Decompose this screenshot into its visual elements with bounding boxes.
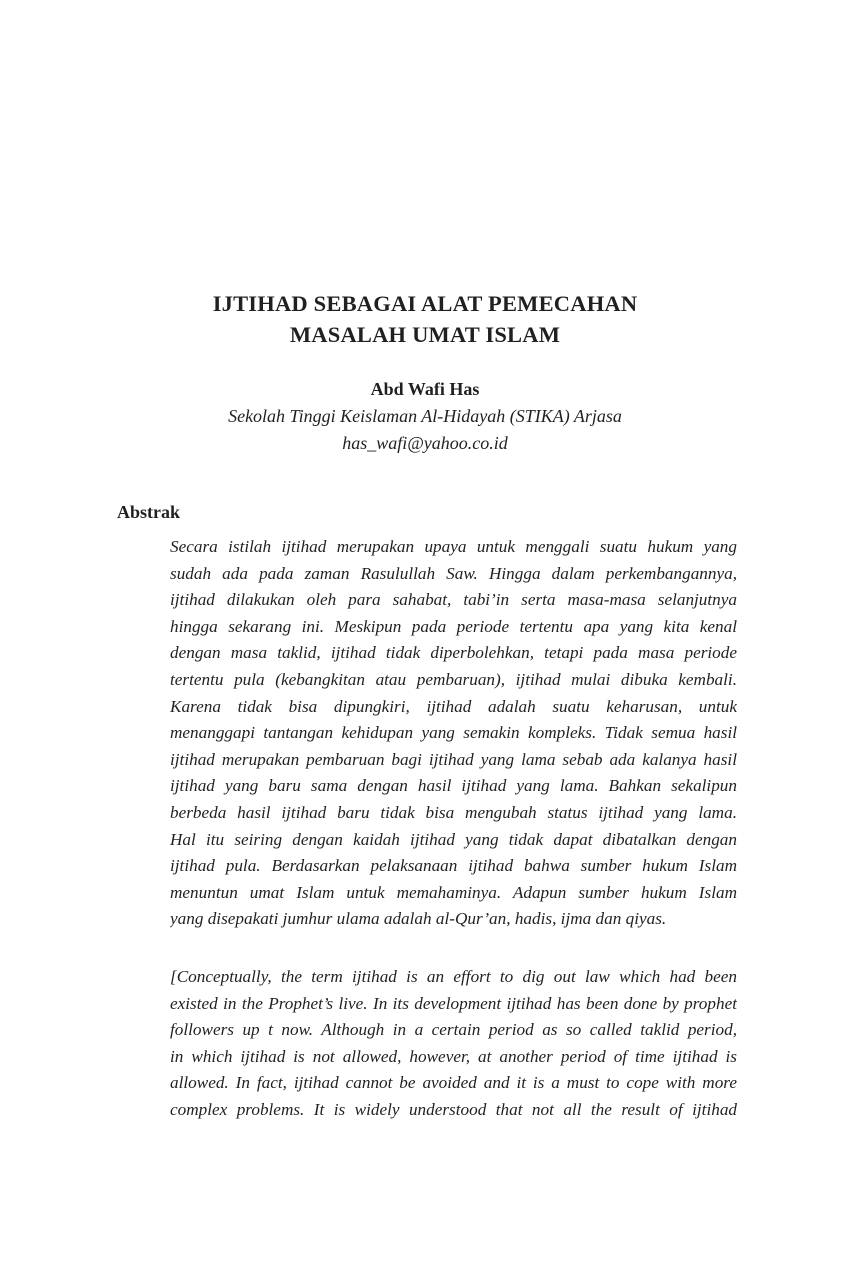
abstract-line: existed in the Prophet’s live. In its development ijtihad has been done by prophet xyxy=(170,993,737,1013)
abstract-line: tertentu pula (kebangkitan atau pembaruan), ijtihad mulai dibuka kembali. xyxy=(170,669,737,689)
abstract-line: allowed. In fact, ijtihad cannot be avoided and it is a must to cope with more xyxy=(170,1073,737,1093)
abstract-line: Secara istilah ijtihad merupakan upaya untuk menggali suatu hukum yang xyxy=(170,537,737,556)
abstract-line: ijtihad merupakan pembaruan bagi ijtihad yang lama sebab ada kalanya hasil xyxy=(170,749,737,769)
abstract-line: yang disepakati jumhur ulama adalah al-Qur’an, hadis, ijma dan qiyas. xyxy=(170,909,667,929)
author-email: has_wafi@yahoo.co.id xyxy=(342,433,508,453)
abstract-line: [Conceptually, the term ijtihad is an effort to dig out law which had been xyxy=(170,967,737,986)
abstract-line: berbeda hasil ijtihad baru tidak bisa mengubah status ijtihad yang lama. xyxy=(170,802,737,822)
article-title xyxy=(0,288,850,350)
abstract-line: hingga sekarang ini. Meskipun pada periode tertentu apa yang kita kenal xyxy=(170,616,737,636)
abstract-paragraph-english xyxy=(170,964,737,1124)
abstract-paragraph-indonesian xyxy=(170,534,737,933)
abstract-heading: Abstrak xyxy=(117,502,181,522)
abstract-line: dengan masa taklid, ijtihad tidak diperbolehkan, tetapi pada masa periode xyxy=(170,643,737,663)
abstract-line: in which ijtihad is not allowed, however, at another period of time ijtihad is xyxy=(170,1046,737,1066)
abstract-line: sudah ada pada zaman Rasulullah Saw. Hingga dalam perkembangannya, xyxy=(170,563,737,583)
abstract-line: followers up t now. Although in a certain period as so called taklid period, xyxy=(170,1020,737,1040)
abstract-line: menuntun umat Islam untuk memahaminya. Adapun sumber hukum Islam xyxy=(170,882,737,902)
abstract-line: ijtihad dilakukan oleh para sahabat, tabi’in serta masa-masa selanjutnya xyxy=(170,590,737,610)
author-name: Abd Wafi Has xyxy=(370,379,480,399)
abstract-line: menanggapi tantangan kehidupan yang semakin kompleks. Tidak semua hasil xyxy=(170,723,737,743)
abstract-line: complex problems. It is widely understood that not all the result of ijtihad xyxy=(170,1099,737,1119)
abstract-line: Hal itu seiring dengan kaidah ijtihad yang tidak dapat dibatalkan dengan xyxy=(170,829,737,849)
abstract-line: ijtihad pula. Berdasarkan pelaksanaan ijtihad bahwa sumber hukum Islam xyxy=(170,856,737,876)
article-title-line-1: IJTIHAD SEBAGAI ALAT PEMECAHAN xyxy=(212,291,638,316)
abstract-line: Karena tidak bisa dipungkiri, ijtihad adalah suatu keharusan, untuk xyxy=(170,696,737,716)
author-affiliation: Sekolah Tinggi Keislaman Al-Hidayah (STIKA) Arjasa xyxy=(228,406,622,426)
article-title-line-2: MASALAH UMAT ISLAM xyxy=(289,322,561,347)
abstract-line: ijtihad yang baru sama dengan hasil ijtihad yang lama. Bahkan sekalipun xyxy=(170,776,737,796)
